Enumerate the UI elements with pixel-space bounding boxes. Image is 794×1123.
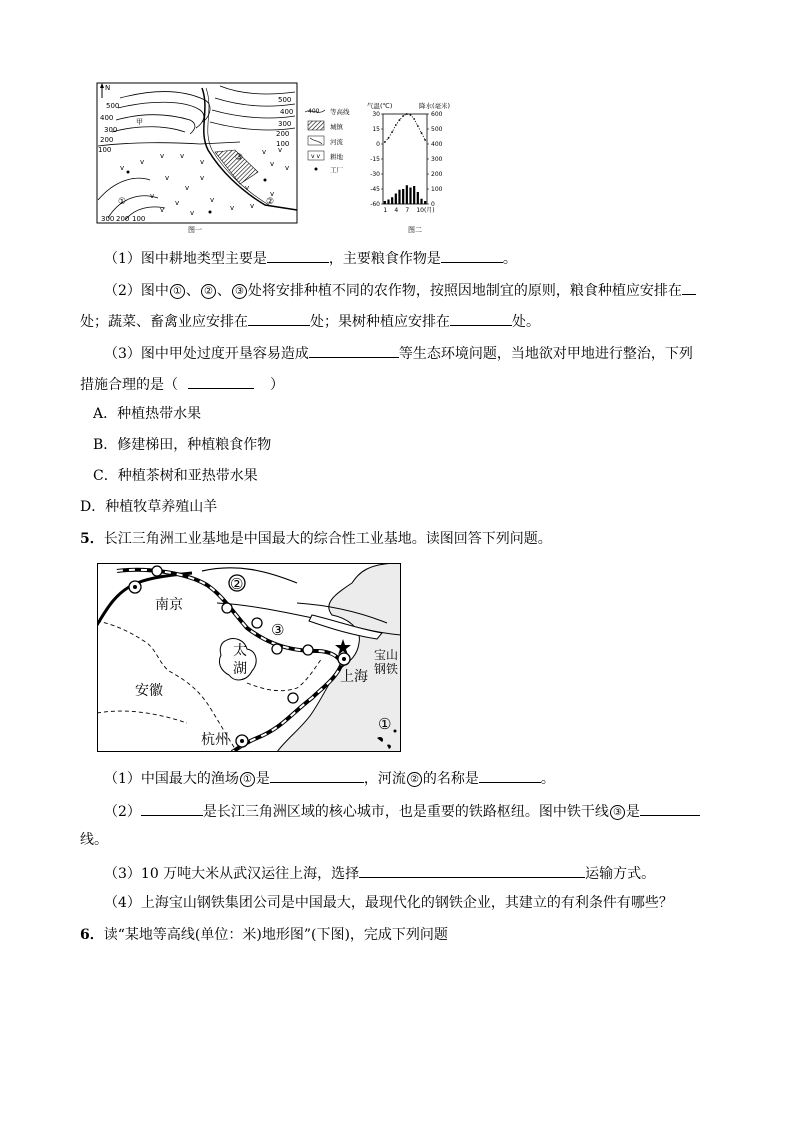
chart-frame [383, 114, 427, 204]
option-c[interactable]: C．种植茶树和亚热带水果 [93, 468, 258, 484]
svg-text:v v: v v [311, 153, 321, 160]
q5-part1: （1）中国最大的渔场 ① 是 ，河流 ② 的名称是 。 [104, 768, 555, 788]
q5-part4: （4）上海宝山钢铁集团公司是中国最大，最现代化的钢铁企业，其建立的有利条件有哪些？ [104, 895, 673, 911]
svg-text:v: v [200, 174, 205, 182]
precip-bar [424, 201, 426, 204]
svg-text:v: v [278, 146, 283, 154]
temp-tick-label: -60 [370, 201, 380, 208]
answer-blank[interactable] [309, 343, 399, 358]
temperature-point [413, 118, 415, 120]
precip-tick-label: 100 [431, 186, 443, 193]
precip-tick-label: 200 [431, 171, 443, 178]
map-mark-2: ② [230, 575, 244, 593]
q5-stem: 5．长江三角洲工业基地是中国最大的综合性工业基地。读图回答下列问题。 [80, 531, 552, 547]
answer-blank[interactable] [640, 801, 700, 816]
svg-text:v: v [230, 204, 235, 212]
temperature-point [395, 124, 397, 126]
temp-tick-label: 30 [372, 111, 380, 118]
svg-text:400: 400 [100, 114, 114, 122]
map-mark-1: ① [118, 197, 127, 207]
q5-part3: （3）10 万吨大米从武汉运往上海，选择 运输方式。 [104, 863, 655, 883]
svg-text:工厂: 工厂 [330, 166, 343, 174]
precip-bar [395, 194, 397, 205]
map-mark-3: ③ [271, 621, 285, 639]
svg-text:v: v [285, 164, 290, 172]
precip-bar [406, 185, 408, 204]
svg-text:v: v [270, 190, 275, 198]
temperature-line [385, 114, 425, 142]
contour-map-figure [90, 80, 370, 235]
map-legend [305, 107, 350, 174]
q4-part3: （3）图中甲处过度开垦容易造成 等生态环境问题，当地欲对甲地进行整治，下列 [104, 343, 693, 363]
temperature-point [410, 114, 412, 116]
month-tick-label: 1 [383, 207, 388, 214]
svg-text:v: v [270, 160, 275, 168]
temperature-point [399, 119, 401, 121]
svg-text:v: v [160, 206, 165, 214]
label-anhui: 安徽 [135, 683, 163, 699]
q6-stem: 6．读“某地等高线(单位：米)地形图”(下图)，完成下列问题 [80, 927, 448, 943]
q4-part3-line2: 措施合理的是（ ） [80, 374, 284, 394]
place-jia: 甲 [136, 118, 143, 126]
answer-blank[interactable] [267, 248, 329, 263]
figure1-caption: 图一 [188, 226, 202, 234]
north-label: N [105, 84, 111, 92]
svg-text:200: 200 [116, 215, 130, 223]
temp-axis-title: 气温(℃) [367, 102, 393, 110]
precip-tick-label: 600 [431, 111, 443, 118]
svg-text:v: v [180, 152, 185, 160]
temp-tick-label: -15 [370, 156, 380, 163]
temperature-point [421, 132, 423, 134]
svg-text:100: 100 [132, 215, 146, 223]
svg-text:v: v [140, 158, 145, 166]
answer-blank[interactable] [479, 768, 541, 783]
precip-tick-label: 400 [431, 141, 443, 148]
temperature-point [391, 131, 393, 133]
label-baoshan: 宝山 [374, 648, 399, 662]
svg-text:城镇: 城镇 [330, 123, 343, 131]
map-mark-3: ③ [235, 153, 244, 163]
svg-text:耕地: 耕地 [330, 153, 343, 161]
svg-text:400: 400 [280, 108, 294, 116]
svg-text:500: 500 [278, 96, 292, 104]
answer-blank[interactable] [248, 311, 310, 326]
precip-axis-title: 降水(毫米) [419, 102, 451, 110]
label-gangtie: 钢铁 [374, 662, 399, 676]
svg-text:v: v [245, 184, 250, 192]
precip-tick-label: 0 [431, 201, 435, 208]
q5-part2-line2: 线。 [80, 832, 108, 848]
q4-part2: （2）图中 ① 、 ② 、 ③ 处将安排种植不同的农作物，按照因地制宜的原则，粮食种植应安排在 [104, 280, 696, 300]
label-tai: 太 [233, 643, 247, 659]
label-nanjing: 南京 [155, 597, 183, 613]
svg-text:200: 200 [100, 136, 114, 144]
precip-bar [391, 197, 393, 204]
label-hangzhou: 杭州 [201, 732, 229, 748]
svg-text:300: 300 [104, 126, 118, 134]
temp-tick-label: 0 [376, 141, 380, 148]
svg-text:v: v [160, 152, 165, 160]
svg-text:v: v [200, 158, 205, 166]
svg-text:v: v [190, 209, 195, 217]
svg-text:v: v [175, 199, 180, 207]
svg-text:v: v [210, 196, 215, 204]
month-tick-label: 4 [394, 207, 399, 214]
svg-text:河流: 河流 [330, 138, 343, 146]
answer-blank[interactable] [450, 311, 512, 326]
map-mark-2: ② [266, 197, 275, 207]
svg-text:300: 300 [101, 215, 115, 223]
option-a[interactable]: A．种植热带水果 [93, 406, 202, 422]
figure2-caption: 图二 [408, 226, 422, 234]
option-b[interactable]: B．修建梯田，种植粮食作物 [93, 437, 272, 453]
answer-blank[interactable] [188, 374, 254, 389]
temperature-point [384, 141, 386, 143]
svg-text:v: v [185, 184, 190, 192]
svg-text:200: 200 [276, 130, 290, 138]
temperature-point [417, 125, 419, 127]
yangtze-delta-map [97, 563, 402, 753]
label-hu: 湖 [233, 661, 247, 677]
svg-text:v: v [150, 192, 155, 200]
month-tick-label: 7 [405, 207, 410, 214]
precip-bar [413, 186, 415, 204]
svg-text:500: 500 [106, 102, 120, 110]
q4-part1: （1）图中耕地类型主要是 ，主要粮食作物是 。 [104, 248, 517, 268]
temperature-point [402, 115, 404, 117]
answer-blank[interactable] [359, 863, 585, 878]
precip-bar [417, 192, 419, 204]
temperature-point [388, 137, 390, 139]
precip-bar [402, 189, 404, 204]
svg-text:400: 400 [308, 108, 320, 115]
option-d[interactable]: D．种植牧草养殖山羊 [80, 499, 218, 515]
precip-tick-label: 300 [431, 156, 443, 163]
temp-tick-label: 15 [372, 126, 380, 133]
map-mark-1: ① [378, 715, 392, 733]
temperature-point [424, 139, 426, 141]
svg-text:v: v [165, 174, 170, 182]
q5-part2: （2） 是长江三角洲区域的核心城市，也是重要的铁路枢纽。图中铁干线 ③ 是 [104, 801, 700, 821]
svg-text:v: v [250, 202, 255, 210]
svg-text:300: 300 [278, 120, 292, 128]
answer-blank[interactable] [682, 280, 696, 295]
svg-text:100: 100 [276, 140, 290, 148]
precip-bar [398, 190, 400, 204]
precip-bar [384, 201, 386, 204]
precip-tick-label: 500 [431, 126, 443, 133]
temperature-point [406, 113, 408, 115]
svg-text:v: v [262, 148, 267, 156]
answer-blank[interactable] [441, 248, 503, 263]
temp-tick-label: -30 [370, 171, 380, 178]
q4-part2-line2: 处；蔬菜、畜禽业应安排在 处；果树种植应安排在 处。 [80, 311, 540, 331]
svg-text:等高线: 等高线 [330, 108, 350, 116]
answer-blank[interactable] [270, 768, 364, 783]
precip-bar [387, 200, 389, 205]
label-shanghai: 上海 [340, 669, 368, 685]
precip-bar [420, 199, 422, 204]
month-tick-label: 10(月) [416, 207, 435, 214]
precip-bar [409, 188, 411, 205]
answer-blank[interactable] [141, 801, 203, 816]
svg-text:100: 100 [98, 146, 112, 154]
svg-text:v: v [120, 164, 125, 172]
climate-chart [365, 100, 465, 235]
temp-tick-label: -45 [370, 186, 380, 193]
